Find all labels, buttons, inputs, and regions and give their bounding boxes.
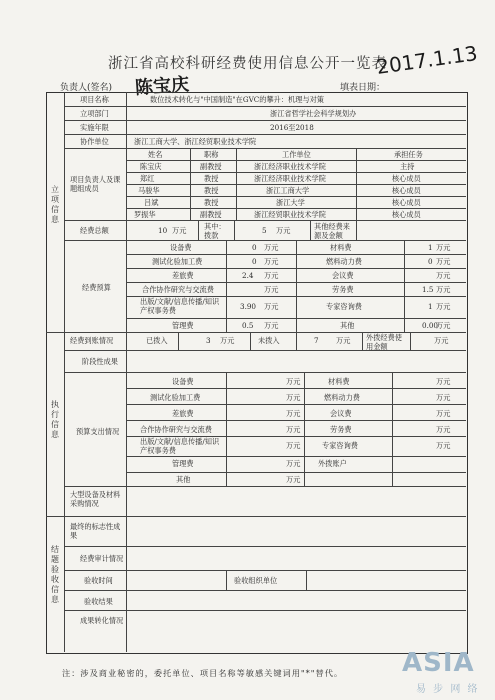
col-line bbox=[392, 372, 393, 486]
col-line bbox=[310, 220, 311, 240]
member-unit: 浙江大学 bbox=[276, 198, 305, 207]
member-name: 陈宝庆 bbox=[140, 162, 162, 171]
spending-item-label: 会议费 bbox=[330, 409, 352, 418]
member-unit: 浙江经济职业技术学院 bbox=[254, 162, 326, 171]
funding-grant-value: 5 bbox=[262, 226, 267, 235]
spending-item-unit: 万元 bbox=[436, 425, 451, 434]
members-header-name: 姓名 bbox=[148, 150, 163, 159]
acceptance-result-label: 验收结果 bbox=[84, 597, 113, 606]
member-title: 教授 bbox=[204, 174, 219, 183]
spending-label: 预算支出情况 bbox=[76, 427, 120, 436]
outsourced-label: 外拨经费使用金额 bbox=[366, 333, 402, 351]
leader-signature: 陈宝庆 bbox=[134, 74, 190, 99]
section-label-project-info: 立项信息 bbox=[51, 185, 59, 224]
budget-item-label: 出版/文献/信息传播/知识产权事务费 bbox=[140, 297, 220, 315]
member-unit: 浙江经贸职业技术学院 bbox=[254, 210, 326, 219]
leader-label: 负责人(签名) bbox=[60, 83, 113, 93]
audit-label: 经费审计情况 bbox=[80, 554, 124, 563]
spending-item-unit: 万元 bbox=[436, 441, 451, 450]
watermark-subtitle: 易 步 网 络 bbox=[416, 684, 480, 695]
funding-total-label: 经费总额 bbox=[80, 226, 109, 235]
budget-item-value: 1 bbox=[428, 243, 433, 252]
member-unit: 浙江工商大学 bbox=[266, 186, 310, 195]
budget-item-label: 燃料动力费 bbox=[326, 257, 362, 266]
arrived-value: 3 bbox=[206, 336, 211, 345]
member-name: 马骏华 bbox=[138, 186, 160, 195]
member-title: 副教授 bbox=[200, 162, 222, 171]
col-line bbox=[226, 570, 227, 590]
row-line bbox=[126, 472, 466, 473]
spending-item-unit: 万元 bbox=[286, 441, 301, 450]
budget-label: 经费预算 bbox=[82, 283, 111, 292]
budget-item-label: 专家咨询费 bbox=[326, 302, 362, 311]
row-line bbox=[64, 240, 466, 241]
member-title: 教授 bbox=[204, 198, 219, 207]
budget-item-unit: 万元 bbox=[264, 321, 279, 330]
row-line bbox=[126, 208, 466, 209]
row-line bbox=[64, 590, 466, 591]
funding-other-source-label: 其他经费来源及金额 bbox=[314, 222, 350, 240]
budget-item-label: 会议费 bbox=[332, 271, 354, 280]
budget-item-unit: 万元 bbox=[264, 243, 279, 252]
budget-item-value: 3.90 bbox=[240, 302, 257, 311]
spending-item-unit: 万元 bbox=[286, 459, 301, 468]
member-unit: 浙江经济职业技术学院 bbox=[254, 174, 326, 183]
spending-item-unit: 万元 bbox=[286, 409, 301, 418]
spending-item-unit: 万元 bbox=[436, 393, 451, 402]
row-line bbox=[126, 184, 466, 185]
row-line bbox=[126, 160, 466, 161]
row-line bbox=[64, 610, 466, 611]
budget-item-value: 0 bbox=[252, 257, 257, 266]
col-line bbox=[410, 332, 411, 350]
section-label-completion-info: 结题验收信息 bbox=[51, 545, 59, 604]
spending-item-label: 燃料动力费 bbox=[324, 393, 360, 402]
spending-item-unit: 万元 bbox=[286, 393, 301, 402]
acceptance-unit-label: 验收组织单位 bbox=[234, 576, 278, 585]
row-line bbox=[64, 134, 466, 135]
budget-item-unit: 万元 bbox=[436, 257, 451, 266]
col-line bbox=[234, 220, 235, 240]
row-line bbox=[64, 486, 466, 487]
page-title: 浙江省高校科研经费使用信息公开一览表 bbox=[108, 56, 387, 72]
budget-item-label: 材料费 bbox=[330, 243, 352, 252]
arrived-unit: 万元 bbox=[220, 336, 235, 345]
spending-item-label: 设备费 bbox=[172, 377, 194, 386]
member-title: 教授 bbox=[204, 186, 219, 195]
member-name: 吕斌 bbox=[144, 198, 159, 207]
project-period-value: 2016至2018 bbox=[270, 123, 314, 132]
project-dept-value: 浙江省哲学社会科学规划办 bbox=[270, 109, 357, 118]
member-task: 核心成员 bbox=[392, 210, 421, 219]
member-task: 核心成员 bbox=[392, 186, 421, 195]
row-line bbox=[126, 196, 466, 197]
spending-item-label: 材料费 bbox=[328, 377, 350, 386]
row-line bbox=[64, 372, 466, 373]
budget-item-unit: 万元 bbox=[436, 243, 451, 252]
spending-item-unit: 万元 bbox=[436, 409, 451, 418]
budget-item-unit: 万元 bbox=[436, 271, 451, 280]
spending-item-label: 专家咨询费 bbox=[322, 441, 358, 450]
members-header-unit: 工作单位 bbox=[282, 150, 311, 159]
budget-item-unit: 万元 bbox=[436, 321, 451, 330]
budget-item-value: 2.4 bbox=[242, 271, 254, 280]
spending-item-label: 差旅费 bbox=[172, 409, 194, 418]
spending-item-label: 管理费 bbox=[172, 459, 194, 468]
row-line bbox=[64, 106, 466, 107]
funding-grant-label: 其中：拨款 bbox=[204, 222, 226, 240]
budget-item-label: 其他 bbox=[340, 321, 355, 330]
row-line bbox=[64, 148, 466, 149]
outsourced-unit: 万元 bbox=[434, 336, 449, 345]
col-line bbox=[178, 332, 179, 350]
project-unit-value: 浙江工商大学、浙江经贸职业技术学院 bbox=[134, 137, 257, 146]
spending-item-label: 合作协作研究与交流费 bbox=[140, 425, 212, 434]
section-label-execution-info: 执行信息 bbox=[51, 400, 59, 439]
spending-item-unit: 万元 bbox=[286, 475, 301, 484]
budget-item-label: 劳务费 bbox=[332, 285, 354, 294]
date-handwritten: 2017.1.13 bbox=[374, 41, 479, 79]
row-line bbox=[64, 570, 466, 571]
row-line bbox=[64, 120, 466, 121]
arrival-label: 经费到账情况 bbox=[70, 336, 114, 345]
large-purchase-label: 大型设备及材料采购情况 bbox=[70, 490, 121, 508]
row-line bbox=[126, 282, 466, 283]
spending-item-label: 测试化验加工费 bbox=[150, 393, 201, 402]
member-name: 罗振华 bbox=[134, 210, 156, 219]
row-line bbox=[126, 254, 466, 255]
pending-unit: 万元 bbox=[336, 336, 351, 345]
project-period-label: 实施年限 bbox=[80, 123, 109, 132]
funding-total-value: 10 bbox=[158, 226, 168, 235]
col-line bbox=[226, 372, 227, 486]
project-dept-label: 立项部门 bbox=[80, 109, 109, 118]
members-header-title: 职称 bbox=[204, 150, 219, 159]
col-line bbox=[304, 372, 305, 486]
row-line bbox=[126, 172, 466, 173]
col-line bbox=[306, 570, 307, 590]
disclosure-label: 成果转化情况 bbox=[80, 616, 124, 625]
row-line bbox=[126, 268, 466, 269]
progress-label: 阶段性成果 bbox=[82, 357, 118, 366]
spending-item-unit: 万元 bbox=[286, 425, 301, 434]
date-label: 填表日期： bbox=[340, 83, 386, 93]
member-task: 主持 bbox=[400, 162, 415, 171]
spending-item-label: 劳务费 bbox=[330, 425, 352, 434]
row-line bbox=[126, 456, 466, 457]
budget-item-value: 0 bbox=[252, 243, 257, 252]
col-line bbox=[362, 332, 363, 350]
member-name: 郑红 bbox=[140, 174, 155, 183]
row-line bbox=[126, 404, 466, 405]
acceptance-time-label: 验收时间 bbox=[84, 576, 113, 585]
spending-item-unit: 万元 bbox=[286, 377, 301, 386]
row-line bbox=[64, 546, 466, 547]
budget-item-unit: 万元 bbox=[264, 257, 279, 266]
budget-item-value: 0.5 bbox=[242, 321, 254, 330]
budget-item-unit: 万元 bbox=[264, 271, 279, 280]
member-task: 核心成员 bbox=[392, 198, 421, 207]
row-line bbox=[126, 388, 466, 389]
funding-grant-unit: 万元 bbox=[276, 226, 291, 235]
members-label: 项目负责人及课题组成员 bbox=[70, 175, 121, 193]
row-line bbox=[126, 420, 466, 421]
pending-label: 未拨入 bbox=[258, 336, 280, 345]
project-unit-label: 协作单位 bbox=[80, 137, 109, 146]
row-line bbox=[64, 220, 466, 221]
member-title: 副教授 bbox=[200, 210, 222, 219]
final-results-label: 最终的标志性成果 bbox=[70, 522, 121, 540]
budget-item-label: 管理费 bbox=[172, 321, 194, 330]
project-name-value: 数位技术转化与"中国制造"在GVC的攀升：机理与对策 bbox=[150, 95, 324, 104]
budget-item-label: 设备费 bbox=[170, 243, 192, 252]
row-line bbox=[126, 318, 466, 319]
budget-item-label: 合作协作研究与交流费 bbox=[142, 285, 214, 294]
members-header-task: 承担任务 bbox=[394, 150, 423, 159]
budget-item-unit: 万元 bbox=[436, 302, 451, 311]
spending-item-label: 外拨账户 bbox=[318, 459, 347, 468]
budget-item-label: 差旅费 bbox=[172, 271, 194, 280]
col-line bbox=[250, 332, 251, 350]
col-line bbox=[356, 220, 357, 240]
budget-item-unit: 万元 bbox=[264, 285, 279, 294]
project-name-label: 项目名称 bbox=[80, 95, 109, 104]
col-line bbox=[296, 332, 297, 350]
member-task: 核心成员 bbox=[392, 174, 421, 183]
footer-note: 注：涉及商业秘密的，委托单位、项目名称等敏感关键词用"*"替代。 bbox=[62, 668, 344, 678]
col-line bbox=[198, 220, 199, 240]
funding-total-unit: 万元 bbox=[172, 226, 187, 235]
spending-item-label: 出版/文献/信息传播/知识产权事务费 bbox=[140, 437, 220, 455]
budget-item-value: 0 bbox=[428, 257, 433, 266]
budget-item-value: 1 bbox=[428, 302, 433, 311]
section-divider bbox=[46, 516, 466, 517]
budget-item-value: 1.5 bbox=[422, 285, 434, 294]
watermark-logo: ASIA bbox=[402, 648, 475, 678]
budget-item-value: 0.00 bbox=[422, 321, 439, 330]
pending-value: 7 bbox=[314, 336, 319, 345]
budget-item-label: 测试化验加工费 bbox=[152, 257, 203, 266]
arrived-label: 已拨入 bbox=[146, 336, 168, 345]
budget-item-unit: 万元 bbox=[264, 302, 279, 311]
spending-item-unit: 万元 bbox=[436, 377, 451, 386]
spending-item-label: 其他 bbox=[176, 475, 191, 484]
budget-item-unit: 万元 bbox=[436, 285, 451, 294]
